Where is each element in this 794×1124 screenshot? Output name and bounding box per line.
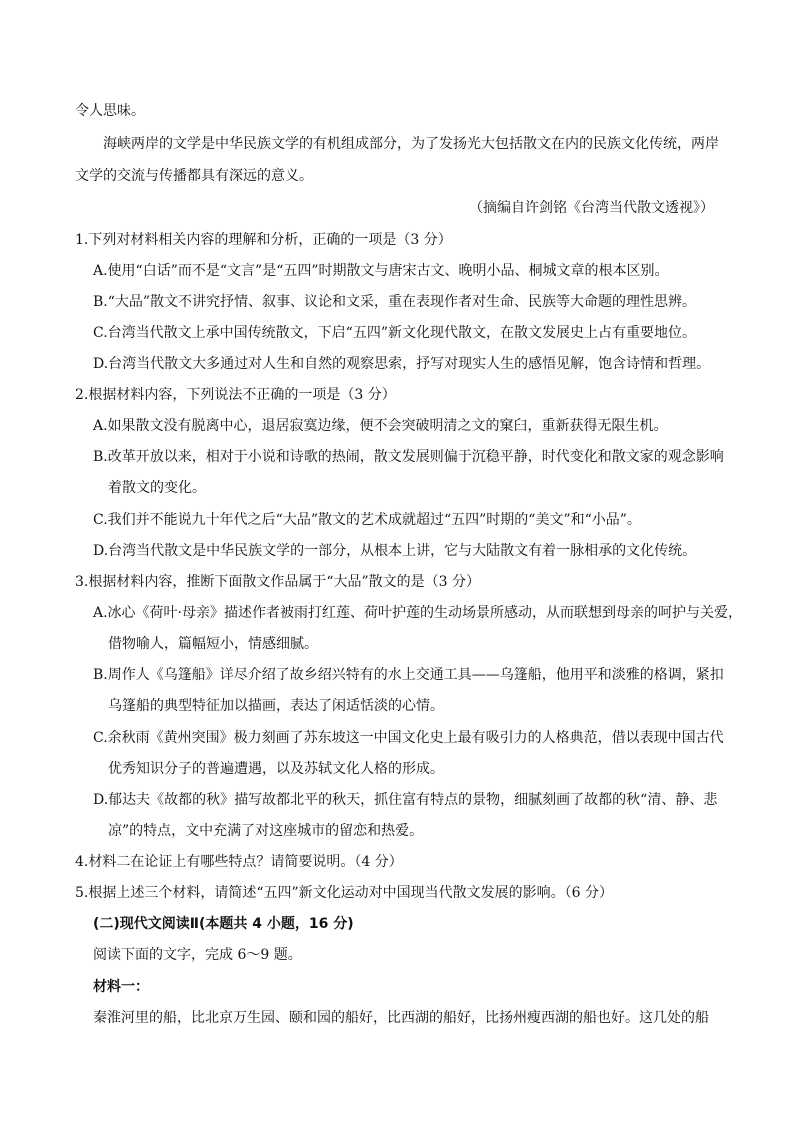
- question-1-stem: 1.下列对材料相关内容的理解和分析，正确的一项是（3 分）: [75, 232, 452, 248]
- question-1-option-c: C.台湾当代散文上承中国传统散文，下启“五四”新文化现代散文，在散文发展史上占有重要地位。: [93, 325, 696, 341]
- question-2-option-d: D.台湾当代散文是中华民族文学的一部分，从根本上讲，它与大陆散文有着一脉相承的文化传统。: [93, 543, 697, 559]
- question-3-option-a: A.冰心《荷叶·母亲》描述作者被雨打红莲、荷叶护莲的生动场景所感动，从而联想到母亲的呵护与关爱，: [93, 605, 743, 621]
- question-3-option-b: B.周作人《乌篷船》详尽介绍了故乡绍兴特有的水上交通工具——乌篷船，他用平和淡雅的格调，紧扣: [93, 667, 724, 683]
- question-3-option-a-cont: 借物喻人，篇幅短小，情感细腻。: [108, 636, 318, 652]
- question-1-option-a: A.使用“白话”而不是“文言”是“五四”时期散文与唐宋古文、晚明小品、桐城文章的根本区别。: [93, 263, 669, 279]
- question-2-option-a: A.如果散文没有脱离中心，退居寂寞边缘，便不会突破明清之文的窠臼，重新获得无限生机。: [93, 418, 668, 434]
- question-5: 5.根据上述三个材料，请简述“五四”新文化运动对中国现当代散文发展的影响。（6 分）: [75, 885, 614, 901]
- question-2-option-b-cont: 着散文的变化。: [108, 480, 206, 496]
- question-2-option-b: B.改革开放以来，相对于小说和诗歌的热闹，散文发展则偏于沉稳平静，时代变化和散文家的观念影响: [93, 449, 724, 465]
- paragraph-line: 海峡两岸的文学是中华民族文学的有机组成部分，为了发扬光大包括散文在内的民族文化传统，两岸: [103, 136, 719, 152]
- question-2-option-c: C.我们并不能说九十年代之后“大品”散文的艺术成就超过“五四”时期的“美文”和“小品”。: [93, 512, 641, 528]
- question-4: 4.材料二在论证上有哪些特点？请简要说明。（4 分）: [75, 854, 403, 870]
- question-1-option-b: B.“大品”散文不讲究抒情、叙事、议论和文采，重在表现作者对生命、民族等大命题的理性思辨。: [93, 294, 697, 310]
- reading-instruction: 阅读下面的文字，完成 6～9 题。: [93, 947, 302, 963]
- material-label: 材料一：: [93, 979, 149, 995]
- question-3-option-c-cont: 优秀知识分子的普遍遭遇，以及苏轼文化人格的形成。: [108, 761, 444, 777]
- question-3-stem: 3.根据材料内容，推断下面散文作品属于“大品”散文的是（3 分）: [75, 574, 481, 590]
- section-heading: (二)现代文阅读Ⅱ(本题共 4 小题，16 分): [93, 916, 354, 932]
- question-3-option-c: C.余秋雨《黄州突围》极力刻画了苏东坡这一中国文化史上最有吸引力的人格典范，借以表现中国古代: [93, 730, 724, 746]
- question-1-option-d: D.台湾当代散文大多通过对人生和自然的观察思索，抒写对现实人生的感悟见解，饱含诗情和哲理。: [93, 356, 711, 372]
- passage-tail: 令人思味。: [75, 103, 145, 119]
- question-3-option-d: D.郁达夫《故都的秋》描写故都北平的秋天，抓住富有特点的景物，细腻刻画了故都的秋“清、静、悲: [93, 792, 718, 808]
- question-2-stem: 2.根据材料内容，下列说法不正确的一项是（3 分）: [75, 387, 396, 403]
- material-text-line: 秦淮河里的船，比北京万生园、颐和园的船好，比西湖的船好，比扬州瘦西湖的船也好。这几处的船: [93, 1010, 709, 1026]
- paragraph-line: 文学的交流与传播都具有深远的意义。: [75, 168, 313, 184]
- source-citation: （摘编自许剑铭《台湾当代散文透视》）: [469, 200, 714, 216]
- question-3-option-d-cont: 凉”的特点，文中充满了对这座城市的留恋和热爱。: [108, 823, 424, 839]
- question-3-option-b-cont: 乌篷船的典型特征加以描画，表达了闲适恬淡的心情。: [108, 698, 444, 714]
